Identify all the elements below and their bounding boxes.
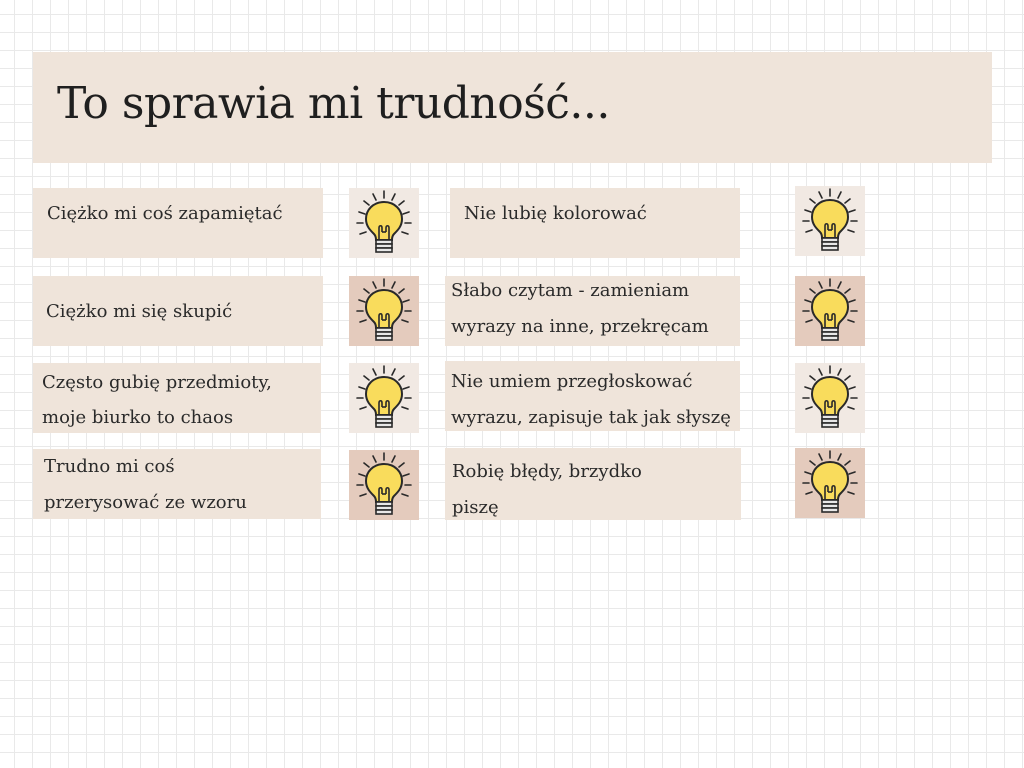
lightbulb-icon <box>349 450 419 520</box>
card-text-line: Robię błędy, brzydko <box>452 461 642 482</box>
card-text-line: Trudno mi coś <box>44 456 175 477</box>
card-text-line: przerysować ze wzoru <box>44 492 247 513</box>
lightbulb-icon <box>349 363 419 433</box>
card-text-line: Ciężko mi się skupić <box>46 301 233 322</box>
card-text-line: Słabo czytam - zamieniam <box>451 280 690 301</box>
card-text-line: piszę <box>452 497 499 518</box>
card-text-line: Często gubię przedmioty, <box>42 372 272 393</box>
lightbulb-icon <box>795 186 865 256</box>
page-title: To sprawia mi trudność... <box>57 78 610 129</box>
difficulty-card-drawing <box>33 449 321 519</box>
lightbulb-icon <box>349 188 419 258</box>
difficulty-card-memory <box>33 188 323 258</box>
difficulty-card-reading <box>445 276 740 346</box>
card-text-line: Nie lubię kolorować <box>464 203 647 224</box>
lightbulb-icon <box>795 363 865 433</box>
card-text-line: moje biurko to chaos <box>42 407 234 428</box>
card-text-line: wyrazy na inne, przekręcam <box>451 316 709 337</box>
title-banner <box>33 52 992 163</box>
difficulty-card-writing <box>445 448 741 520</box>
lightbulb-icon <box>349 276 419 346</box>
difficulty-card-spelling <box>445 361 740 431</box>
difficulty-card-focus <box>33 276 323 346</box>
lightbulb-icon <box>795 276 865 346</box>
difficulty-card-losing-items <box>33 363 321 433</box>
difficulty-card-coloring <box>450 188 740 258</box>
lightbulb-icon <box>795 448 865 518</box>
card-text-line: wyrazu, zapisuje tak jak słyszę <box>451 407 731 428</box>
card-text-line: Ciężko mi coś zapamiętać <box>47 203 283 224</box>
card-text-line: Nie umiem przegłoskować <box>451 371 693 392</box>
